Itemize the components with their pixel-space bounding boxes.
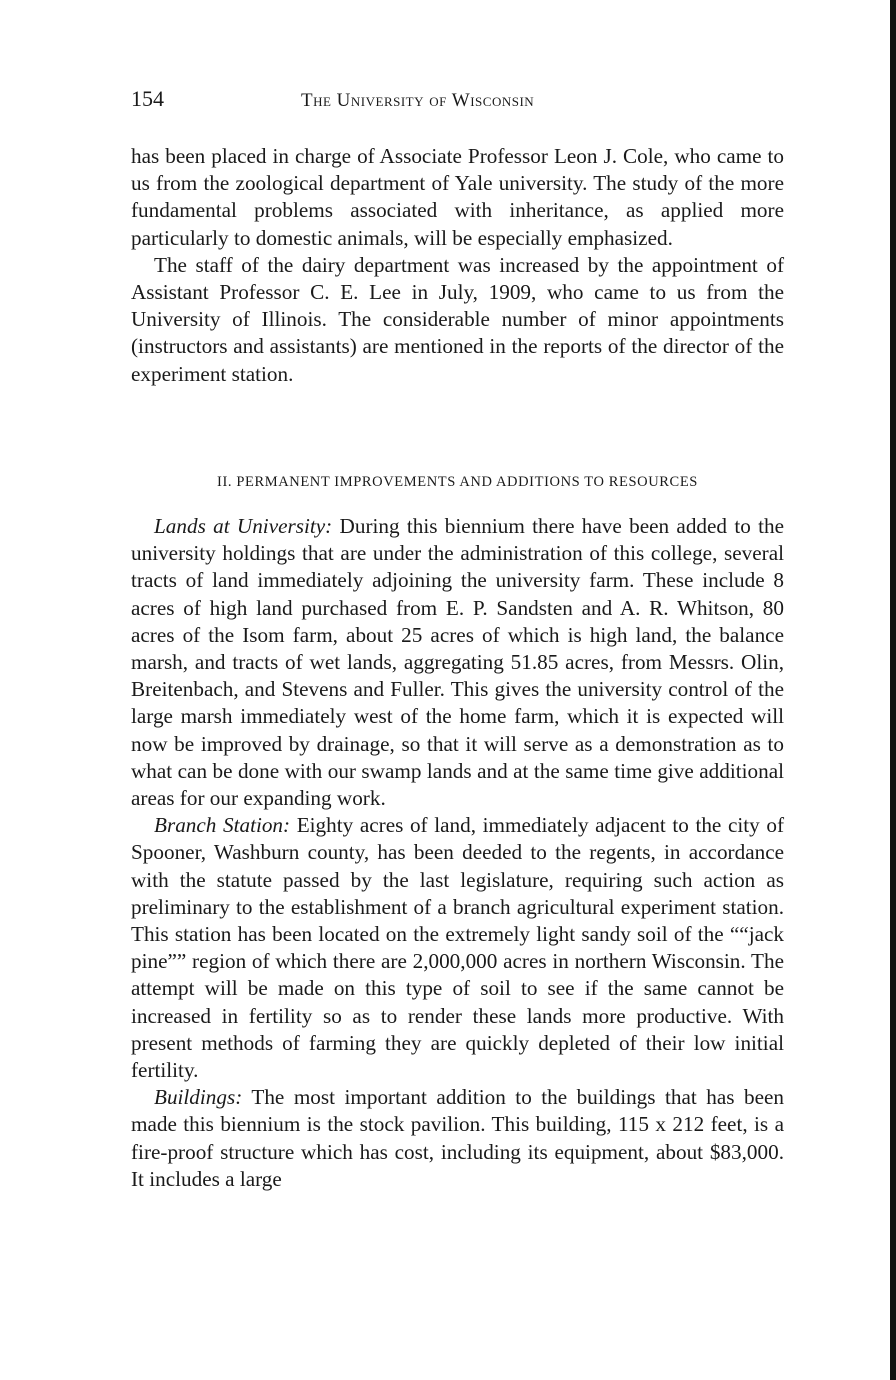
running-head: The University of Wisconsin bbox=[301, 90, 535, 111]
paragraph-buildings bbox=[131, 1084, 784, 1193]
lead-lands: Lands at University: bbox=[154, 514, 333, 538]
paragraph-staff-cole: has been placed in charge of Associate Professor Leon J. Cole, who came to us from the zoological department of Yale university. The study of the more fundamental problems associated with inheritance, as applied more particularly to domestic animals, will be especially emphasized. bbox=[131, 144, 784, 250]
lead-branch-station: Branch Station: bbox=[154, 813, 291, 838]
text-branch-station: Eighty acres of land, immediately adjacent to the city of Spooner, Washburn county, has been deeded to the regents, in accordance with the statute passed by the last legislature, requiring such action as preliminary to the establishment of a branch agricultural experiment station. This station has been located on the extremely light sandy soil of the ““jack pine”” region of which there are 2,000,000 acres in northern Wisconsin. The attempt will be made on this type of soil to see if the same cannot be increased in fertility so as to render these lands more productive. With present methods of farming they are quickly depleted of their low initial fertility. bbox=[131, 813, 785, 1083]
paragraph-branch-station bbox=[131, 812, 784, 1084]
page-header bbox=[131, 86, 783, 116]
page-number: 154 bbox=[131, 86, 164, 111]
paragraph-lands bbox=[131, 513, 784, 812]
resources-text-block bbox=[131, 513, 784, 1193]
lead-buildings: Buildings: bbox=[154, 1085, 243, 1110]
intro-text-block bbox=[131, 143, 784, 388]
text-lands: During this biennium there have been added to the university holdings that are under the administration of this college, several tracts of land immediately adjoining the university farm. These include 8 acres of high land purchased from E. P. Sandsten and A. R. Whitson, 80 acres of the Isom farm, about 25 acres of which is high land, the balance marsh, and tracts of wet lands, aggregating 51.85 acres, from Messrs. Olin, Breitenbach, and Stevens and Fuller. This gives the university control of the large marsh immediately west of the home farm, which it is expected will now be improved by drainage, so that it will serve as a demonstration as to what can be done with our swamp lands and at the same time give additional areas for our expanding work. bbox=[131, 514, 784, 811]
paragraph-dairy-staff: The staff of the dairy department was increased by the appointment of Assistant Professor C. E. Lee in July, 1909, who came to us from the University of Illinois. The considerable number of minor appointments (instructors and assistants) are mentioned in the reports of the director of the experiment station. bbox=[131, 252, 784, 386]
section-heading: II. PERMANENT IMPROVEMENTS AND ADDITIONS TO RESOURCES bbox=[217, 474, 698, 490]
page-edge-shadow bbox=[890, 0, 896, 1380]
text-buildings: The most important addition to the buildings that has been made this biennium is the stock pavilion. This building, 115 x 212 feet, is a fire-proof structure which has cost, including its equipment, about $83,000. It includes a large bbox=[131, 1085, 784, 1191]
